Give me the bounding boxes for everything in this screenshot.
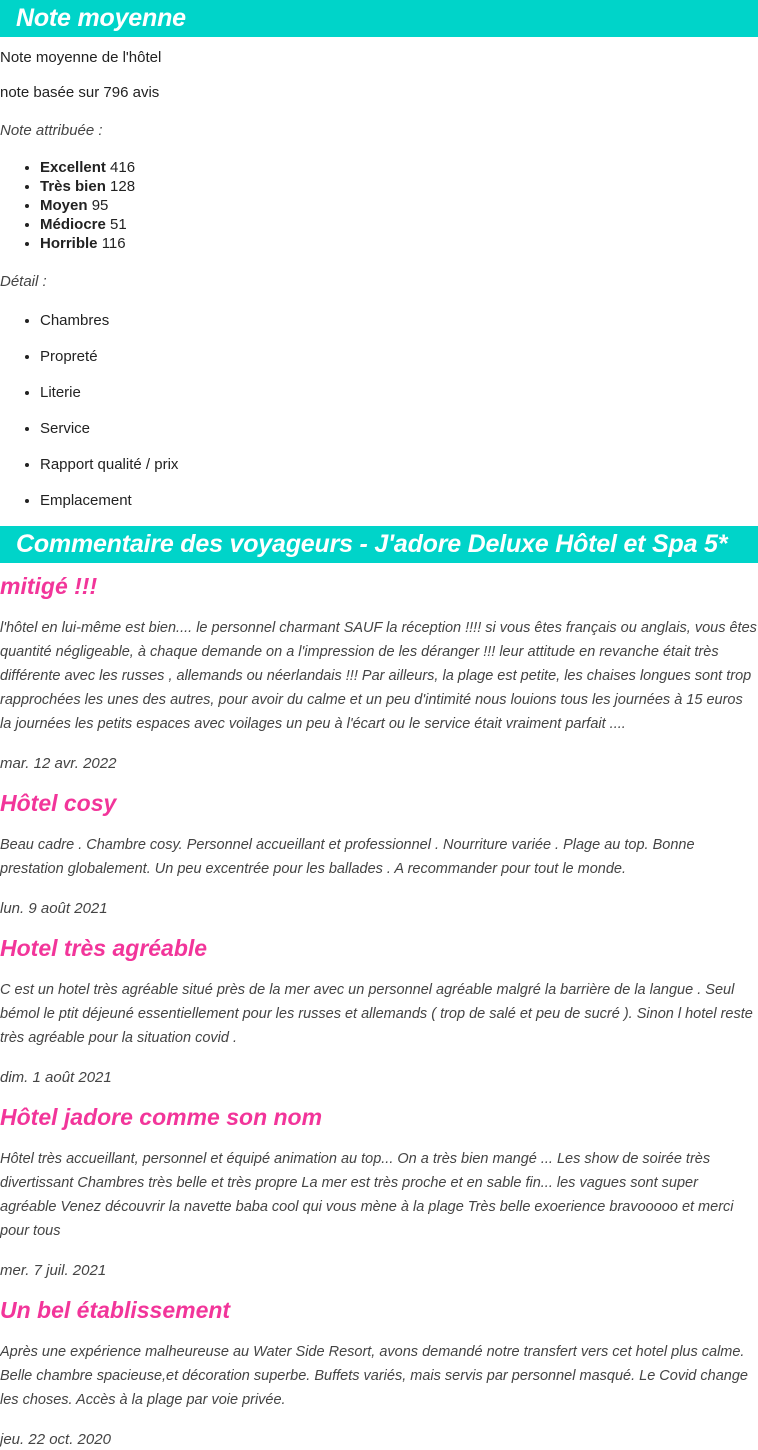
rating-counts-list — [0, 158, 758, 253]
review-body: l'hôtel en lui-même est bien.... le personnel charmant SAUF la réception !!!! si vous êtes français ou anglais, vous êtes quantité négligeable, à chaque demande on a l'impression de les déranger !!! leur attitude en revanche était très différente avec les russes , allemands ou néerlandais !!! Par ailleurs, la plage est petite, les chaises longues sont trop rapprochées les unes des autres, pour avoir du calme et un peu d'intimité nous louions tous les journées à 15 euros la journées les petits espaces avec voilages un peu à l'écart ou le service était vraiment parfait .... — [0, 620, 757, 732]
reviews-header-bar — [0, 526, 758, 563]
review-title: Hôtel jadore comme son nom — [0, 1104, 323, 1130]
review-title: Hotel très agréable — [0, 935, 208, 961]
rating-count-item: • Médiocre 51 — [40, 215, 758, 234]
review-title: mitigé !!! — [0, 573, 98, 599]
detail-item-value: • Rapport qualité / prix — [40, 454, 758, 475]
detail-item-location: • Emplacement — [40, 490, 758, 511]
rating-section-title: Note moyenne — [16, 4, 186, 32]
detail-item-service: • Service — [40, 418, 758, 439]
rating-header-bar — [0, 0, 758, 37]
reviews-section-title: Commentaire des voyageurs - J'adore Deluxe Hôtel et Spa 5* — [16, 530, 728, 558]
rating-count-item: • Excellent 416 — [40, 158, 758, 177]
detail-item-rooms: • Chambres — [40, 310, 758, 331]
review-date: jeu. 22 oct. 2020 — [0, 1431, 111, 1448]
review-item — [0, 790, 758, 919]
review-item — [0, 1104, 758, 1281]
rating-given-label: Note attribuée : — [0, 122, 103, 139]
detail-item-bedding: • Literie — [40, 382, 758, 403]
review-date: lun. 9 août 2021 — [0, 900, 108, 917]
review-date: dim. 1 août 2021 — [0, 1069, 112, 1086]
average-rating-subtitle: Note moyenne de l'hôtel — [0, 49, 162, 66]
review-body: Après une expérience malheureuse au Water Side Resort, avons demandé notre transfert vers cet hotel plus calme. Belle chambre spacieuse,et décoration superbe. Buffets variés, mais servis par personnel masqué. Le Covid change les choses. Accès à la plage par voie privée. — [0, 1344, 748, 1408]
review-count-text: note basée sur 796 avis — [0, 84, 160, 101]
review-body: Beau cadre . Chambre cosy. Personnel accueillant et professionnel . Nourriture variée . Plage au top. Bonne prestation globalement. Un peu excentrée pour les ballades . A recommander pour tout le monde. — [0, 837, 695, 877]
detail-list — [0, 310, 758, 511]
review-date: mar. 12 avr. 2022 — [0, 755, 117, 772]
review-body: C est un hotel très agréable situé près de la mer avec un personnel agréable malgré la barrière de la langue . Seul bémol le ptit déjeuné essentiellement pour les russes et allemands ( trop de salé et peu de sucré ). Sinon l hotel reste très agréable pour la situation covid . — [0, 982, 753, 1046]
review-item — [0, 573, 758, 774]
detail-label: Détail : — [0, 273, 47, 290]
rating-count-item: • Moyen 95 — [40, 196, 758, 215]
review-item — [0, 1297, 758, 1450]
review-date: mer. 7 juil. 2021 — [0, 1262, 107, 1279]
review-item — [0, 935, 758, 1088]
review-title: Hôtel cosy — [0, 790, 117, 816]
rating-count-item: • Très bien 128 — [40, 177, 758, 196]
rating-count-item: • Horrible 116 — [40, 234, 758, 253]
review-body: Hôtel très accueillant, personnel et équipé animation au top... On a très bien mangé ... Les show de soirée très divertissant Chambres très belle et très propre La mer est très proche et en sable fin... les vagues sont super agréable Venez découvrir la navette baba cool qui vous mène à la plage Très belle exoerience bravooooo et merci pour tous — [0, 1151, 734, 1239]
review-title: Un bel établissement — [0, 1297, 231, 1323]
detail-item-cleanliness: • Propreté — [40, 346, 758, 367]
